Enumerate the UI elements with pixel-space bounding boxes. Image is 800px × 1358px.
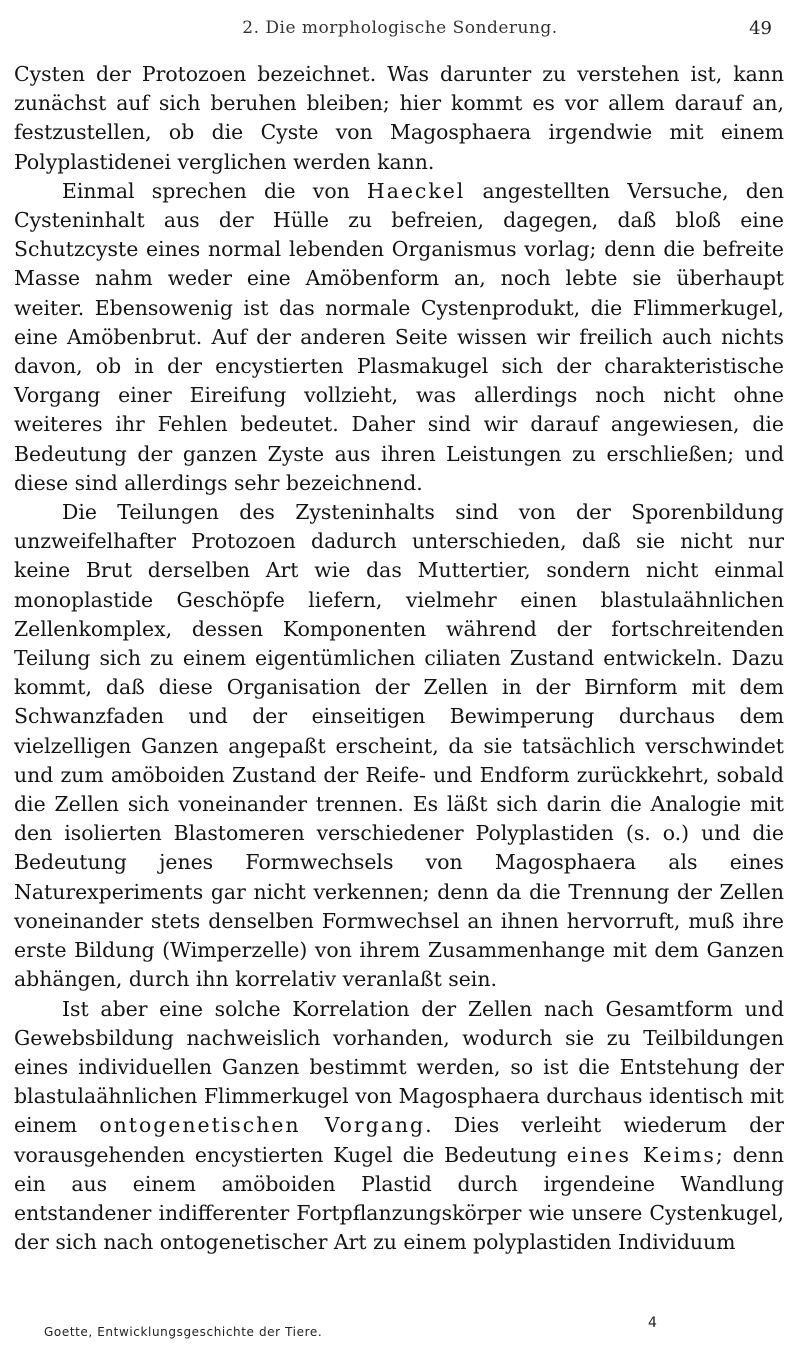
paragraph-4-start: Ist aber eine solche Korrelation der Zellen nach Gesamtform und Gewebsbildung nachweislich vorhanden, wodurch sie zu Teilbildungen eines individuellen Ganzen bestimmt werden, so ist die Entstehung der blastulaähnlichen Flimmerkugel von Magosphaera durchaus identisch mit einem — [14, 996, 784, 1138]
paragraph-4-middle: . Dies verleiht wiederum der vorausgehenden encystierten Kugel die Bedeutung — [14, 1113, 785, 1167]
signature-mark: 4 — [648, 1315, 657, 1331]
author-name-haeckel: Haeckel — [366, 178, 466, 203]
paragraph-3: Die Teilungen des Zysteninhalts sind von der Sporenbildung unzweifelhafter Protozoen dadurch unterschieden, daß sie nicht nur keine Brut derselben Art wie das Muttertier, sondern nicht einmal monoplastide Geschöpfe liefern, vielmehr einen blastulaähnlichen Zellenkomplex, dessen Komponenten während der fortschreitenden Teilung sich zu einem eigentümlichen ciliaten Zustand entwickeln. Dazu kommt, daß diese Organisation der Zellen in der Birnform mit dem Schwanzfaden und der einseitigen Bewimperung durchaus dem vielzelligen Ganzen angepaßt erscheint, da sie tatsächlich verschwindet und zum amöboiden Zustand der Reife- und Endform zurückkehrt, sobald die Zellen sich voneinander trennen. Es läßt sich darin die Analogie mit den isolierten Blastomeren verschiedener Polyplastiden (s. o.) und die Bedeutung jenes Formwechsels von Magosphaera als eines Naturexperiments gar nicht verkennen; denn da die Trennung der Zellen voneinander stets denselben Formwechsel an ihnen hervorruft, muß ihre erste Bildung (Wimperzelle) von ihrem Zusammenhange mit dem Ganzen abhängen, durch ihn korrelativ veranlaßt sein. — [14, 500, 784, 992]
paragraph-2-start: Einmal sprechen die von — [62, 178, 367, 203]
paragraph-4 — [14, 995, 784, 1258]
paragraph-2 — [14, 177, 784, 498]
paragraph-4-end: ; denn ein aus einem amöboiden Plastid durch irgendeine Wandlung entstandener indifferenter Fortpflanzungskörper wie unsere Cystenkugel, der sich nach ontogenetischer Art zu einem polyplastiden Individuum — [14, 1142, 784, 1255]
emphasis-keim: eines Keims — [566, 1142, 716, 1167]
chapter-title: 2. Die morphologische Sonderung. — [242, 18, 558, 38]
paragraph-1: Cysten der Protozoen bezeichnet. Was darunter zu verstehen ist, kann zunächst auf sich beruhen bleiben; hier kommt es vor allem darauf an, festzustellen, ob die Cyste von Magosphaera irgendwie mit einem Polyplastidenei verglichen werden kann. — [14, 62, 784, 174]
body-text — [14, 60, 784, 1257]
page-number: 49 — [749, 18, 772, 39]
printer-reference: Goette, Entwicklungsgeschichte der Tiere. — [44, 1325, 323, 1339]
running-header — [0, 8, 800, 44]
paragraph-2-rest: angestellten Versuche, den Cysteninhalt aus der Hülle zu befreien, dagegen, daß bloß eine Schutzcyste eines normal lebenden Organismus vorlag; denn die befreite Masse nahm weder eine Amöbenform an, noch lebte sie überhaupt weiter. Ebensowenig ist das normale Cystenprodukt, die Flimmerkugel, eine Amöbenbrut. Auf der anderen Seite wissen wir freilich auch nichts davon, ob in der encystierten Plasmakugel sich der charakteristische Vorgang einer Eireifung vollzieht, was allerdings noch nicht ohne weiteres ihr Fehlen bedeutet. Daher sind wir darauf angewiesen, die Bedeutung der ganzen Zyste aus ihren Leistungen zu erschließen; und diese sind allerdings sehr bezeichnend. — [14, 178, 784, 495]
emphasis-ontogenetic: ontogenetischen Vorgang — [99, 1113, 426, 1138]
